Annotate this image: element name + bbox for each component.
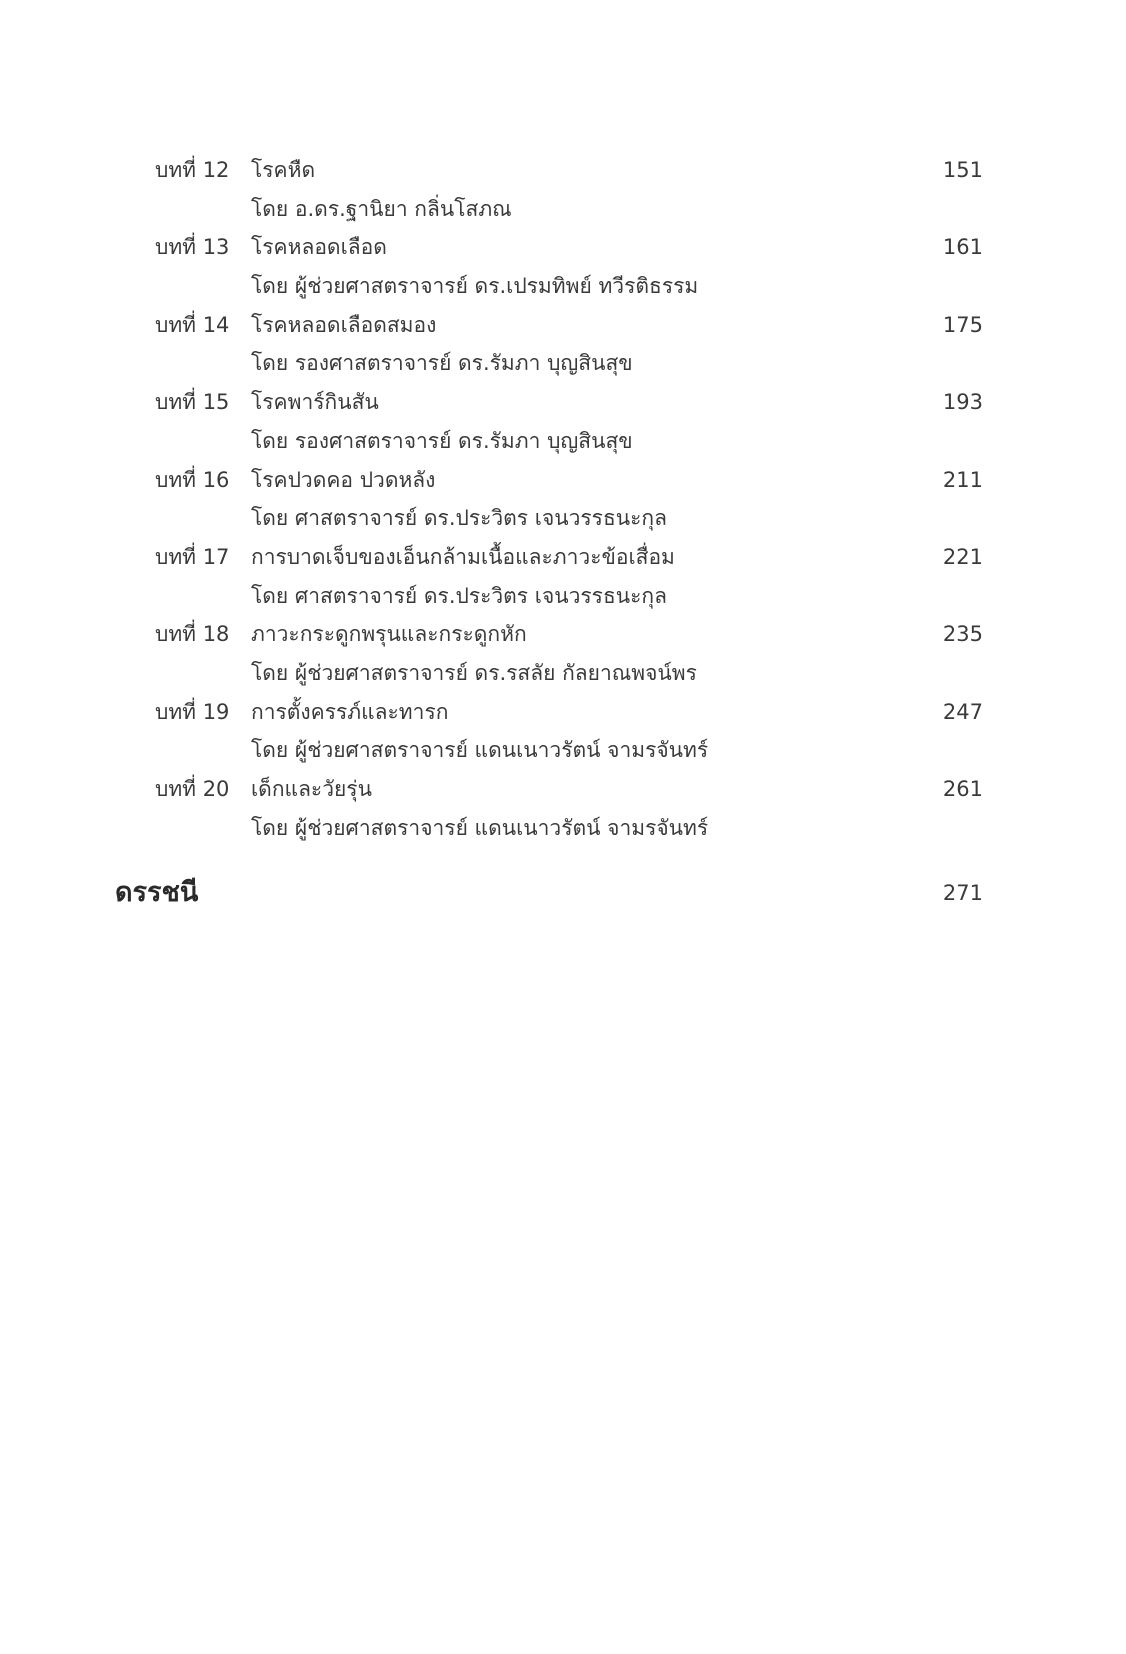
- chapter-label: บทที่ 15: [155, 390, 230, 415]
- chapter-label: บทที่ 16: [155, 467, 230, 492]
- chapter-label: บทที่ 13: [155, 235, 230, 260]
- chapter-author: โดย ผู้ช่วยศาสตราจารย์ ดร.เปรมทิพย์ ทวีรติธรรม: [251, 274, 699, 299]
- chapter-label: บทที่ 19: [155, 699, 230, 724]
- toc-author-row: [0, 271, 1126, 310]
- chapter-page-number: 151: [942, 158, 983, 182]
- toc-chapter-row: [0, 619, 1126, 658]
- chapter-page-number: 193: [942, 390, 983, 415]
- toc-chapter-row: [0, 542, 1126, 581]
- chapter-title: โรคหลอดเลือดสมอง: [251, 312, 437, 337]
- toc-chapter-row: [0, 310, 1126, 349]
- chapter-page-number: 175: [942, 312, 983, 337]
- chapter-title: การบาดเจ็บของเอ็นกล้ามเนื้อและภาวะข้อเสื่อม: [251, 544, 675, 569]
- toc-author-row: [0, 426, 1126, 465]
- chapter-author: โดย ผู้ช่วยศาสตราจารย์ ดร.รสลัย กัลยาณพจน์พร: [251, 660, 697, 685]
- chapter-label: บทที่ 14: [155, 312, 230, 337]
- toc-chapter-row: [0, 697, 1126, 736]
- chapter-page-number: 261: [942, 777, 983, 801]
- chapter-page-number: 161: [942, 235, 983, 260]
- chapter-title: โรคพาร์กินสัน: [251, 390, 379, 415]
- toc-author-row: [0, 503, 1126, 542]
- chapter-title: เด็กและวัยรุ่น: [251, 777, 372, 801]
- chapter-title: โรคหืด: [251, 158, 316, 182]
- chapter-page-number: 247: [942, 699, 983, 724]
- toc-author-row: [0, 194, 1126, 233]
- chapter-page-number: 235: [942, 622, 983, 647]
- chapter-title: ภาวะกระดูกพรุนและกระดูกหัก: [251, 622, 527, 647]
- toc-index-row: [0, 875, 1126, 915]
- toc-author-row: [0, 813, 1126, 852]
- toc-author-row: [0, 658, 1126, 697]
- table-of-contents: [0, 155, 1126, 851]
- chapter-author: โดย ศาสตราจารย์ ดร.ประวิตร เจนวรรธนะกุล: [251, 583, 667, 608]
- chapter-label: บทที่ 12: [155, 158, 230, 182]
- chapter-author: โดย ผู้ช่วยศาสตราจารย์ แดนเนาวรัตน์ จามรจันทร์: [251, 815, 709, 840]
- chapter-title: โรคหลอดเลือด: [251, 235, 387, 260]
- toc-author-row: [0, 348, 1126, 387]
- chapter-page-number: 221: [942, 544, 983, 569]
- chapter-author: โดย อ.ดร.ฐานิยา กลิ่นโสภณ: [251, 196, 512, 221]
- chapter-author: โดย ผู้ช่วยศาสตราจารย์ แดนเนาวรัตน์ จามรจันทร์: [251, 738, 709, 763]
- toc-chapter-row: [0, 155, 1126, 194]
- chapter-author: โดย ศาสตราจารย์ ดร.ประวิตร เจนวรรธนะกุล: [251, 506, 667, 531]
- chapter-author: โดย รองศาสตราจารย์ ดร.รัมภา บุญสินสุข: [251, 351, 633, 376]
- toc-chapter-row: [0, 465, 1126, 504]
- chapter-title: โรคปวดคอ ปวดหลัง: [251, 467, 436, 492]
- chapter-author: โดย รองศาสตราจารย์ ดร.รัมภา บุญสินสุข: [251, 428, 633, 453]
- toc-chapter-row: [0, 232, 1126, 271]
- index-page-number: 271: [942, 881, 983, 905]
- toc-chapter-row: [0, 387, 1126, 426]
- chapter-label: บทที่ 17: [155, 544, 230, 569]
- chapter-label: บทที่ 20: [155, 777, 230, 801]
- chapter-label: บทที่ 18: [155, 622, 230, 647]
- toc-author-row: [0, 581, 1126, 620]
- toc-author-row: [0, 735, 1126, 774]
- toc-chapter-row: [0, 774, 1126, 813]
- index-heading: ดรรชนี: [115, 877, 199, 908]
- chapter-page-number: 211: [942, 467, 983, 492]
- chapter-title: การตั้งครรภ์และทารก: [251, 699, 449, 724]
